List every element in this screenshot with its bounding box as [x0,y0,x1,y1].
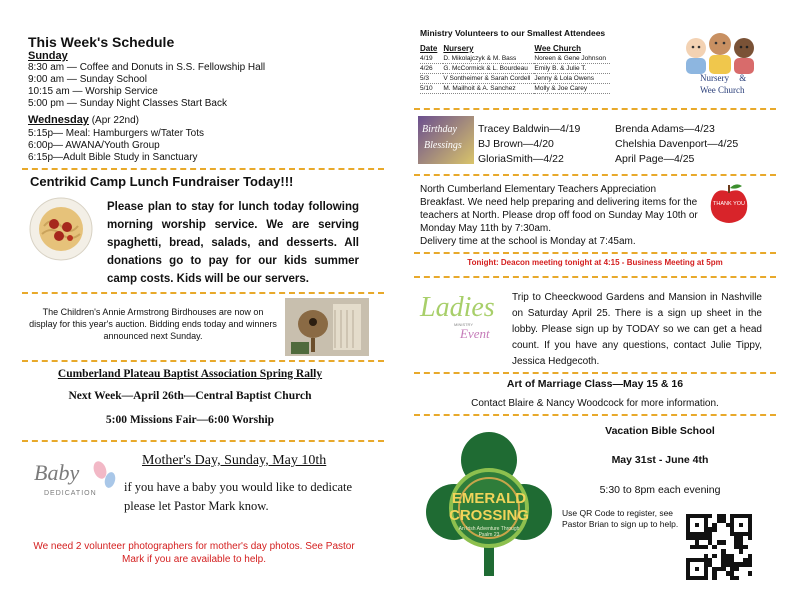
baby-dedication-logo [30,456,120,506]
nursery-caption-amp: & [739,73,747,83]
volunteers-row [420,74,610,84]
tonight-note: Tonight: Deacon meeting tonight at 4:15 - Business Meeting at 5pm [467,258,723,267]
divider [414,174,776,176]
volunteers-table [420,44,610,94]
vbs-logo-subtitle: An Irish Adventure Through Psalm 23 [458,526,520,538]
crossing-logo-word: CROSSING [448,507,529,524]
ladies-logo-word: Ladies [420,292,495,323]
volunteers-cell: V Sontheimer & Sarah Cordell [443,74,534,84]
divider [22,168,384,170]
sunday-label: Sunday [28,50,68,62]
birthday-entry: BJ Brown—4/20 [478,138,554,150]
volunteers-cell: M. Mailhoit & A. Sanchez [443,84,534,94]
volunteers-cell: 4/26 [420,64,443,74]
schedule-item: 5:00 pm — Sunday Night Classes Start Back [28,98,227,109]
divider [414,108,776,110]
schedule-item: 6:15p—Adult Bible Study in Sanctuary [28,152,198,163]
blessings-logo-word: Blessings [424,140,462,151]
schedule-item: 6:00p— AWANA/Youth Group [28,140,160,151]
divider [414,372,776,374]
schedule-item: 8:30 am — Coffee and Donuts in S.S. Fellowship Hall [28,62,266,73]
volunteers-cell: Emily B. & Julie T. [534,64,610,74]
wee-church-caption-word: Wee Church [700,85,745,95]
sunday-list [28,62,378,110]
emerald-logo-word: EMERALD [451,490,527,507]
birthday-entry: Chelshia Davenport—4/25 [615,138,739,150]
volunteers-cell: Noreen & Gene Johnson [534,54,610,64]
ladies-event-logo [420,292,502,344]
birthday-entry: Brenda Adams—4/23 [615,123,715,135]
volunteers-title: Ministry Volunteers to our Smallest Attendees [420,28,606,38]
birdhouses-text: The Children's Annie Armstrong Birdhouses are now on display for this year's auction. Bidding ends today and winners announced next Sunday. [29,307,277,341]
apple-text: THANK YOU [713,201,745,207]
schedule-item: 9:00 am — Sunday School [28,74,147,85]
teachers-delivery: Delivery time at the school is Monday at 7:45am. [420,236,636,247]
divider [22,360,384,362]
vbs-title: Vacation Bible School [605,425,715,437]
birthdays-left-list [478,122,580,167]
marriage-contact: Contact Blaire & Nancy Woodcock for more information. [471,398,719,409]
divider [414,276,776,278]
birthday-logo-word: Birthday [422,124,457,135]
apple-icon [708,182,750,224]
photographers-note: We need 2 volunteer photographers for mother's day photos. See Pastor Mark if you are available to help. [33,541,355,565]
birthdays-right-list [615,122,738,167]
rally-line2: Next Week—April 26th—Central Baptist Church [68,390,312,402]
teachers-text: North Cumberland Elementary Teachers Appreciation Breakfast. We need help preparing and delivering items for the teachers at North. Please drop off food on Sunday May 10th or Monday May 11th by 7:30am. [420,184,698,234]
spaghetti-image [28,196,94,262]
volunteers-cell: 4/19 [420,54,443,64]
emerald-crossing-logo [424,430,554,578]
schedule-title: This Week's Schedule [28,34,175,50]
volunteers-cell: 5/3 [420,74,443,84]
divider [414,252,776,254]
centrikid-body: Please plan to stay for lunch today following morning worship service. We are serving spaghetti, bread, salads, and desserts. All donations go to pay for our kids summer camp costs. Kids will be our servers. [107,201,359,285]
mothers-day-body: if you have a baby you would like to dedicate please let Pastor Mark know. [124,480,353,513]
mothers-day-title: Mother's Day, Sunday, May 10th [142,453,327,468]
vbs-dates: May 31st - June 4th [611,454,709,466]
divider [22,440,384,442]
volunteers-cell: Molly & Joe Carey [534,84,610,94]
birthday-entry: Tracey Baldwin—4/19 [478,123,581,135]
nursery-kids-image [682,26,758,76]
ladies-text: Trip to Cheeckwood Gardens and Mansion in Nashville on Saturday April 25. There is a sign up sheet in the lobby. Please sign up by TODAY so we can get a head count. If you have any questions, contact Julie Tippy, Jessica Hedgecoth. [512,292,762,367]
vbs-time: 5:30 to 8pm each evening [599,484,721,496]
vbs-qr-text: Use QR Code to register, see Pastor Brian to sign up to help. [562,508,679,529]
volunteers-cell: 5/10 [420,84,443,94]
dedication-logo-word: DEDICATION [44,490,97,497]
volunteers-column-header: Nursery [443,44,474,53]
divider [414,414,776,416]
birthday-entry: GloriaSmith—4/22 [478,153,564,165]
rally-line1: Cumberland Plateau Baptist Association Spring Rally [57,368,323,380]
rally-line3: 5:00 Missions Fair—6:00 Worship [105,414,275,426]
schedule-item: 5:15p— Meal: Hamburgers w/Tater Tots [28,128,205,139]
nursery-caption-word: Nursery [700,73,729,83]
birthday-blessings-logo [418,116,474,164]
volunteers-cell: G. McCormick & L. Bourdeau [443,64,534,74]
event-logo-word: Event [460,326,490,341]
volunteers-row [420,54,610,64]
volunteers-column-header: Date [420,44,438,53]
baby-logo-word: Baby [34,460,80,485]
volunteers-row [420,84,610,94]
volunteers-column-header: Wee Church [534,44,581,53]
birdhouse-image [285,298,369,356]
volunteers-cell: Jenny & Lola Owens [534,74,610,84]
volunteers-row [420,64,610,74]
schedule-section [28,34,378,164]
ministry-logo-word: MINISTRY [454,322,474,327]
birthday-entry: April Page—4/25 [615,153,695,165]
nursery-caption [690,72,770,96]
wednesday-date: (Apr 22nd) [88,115,139,126]
schedule-item: 10:15 am — Worship Service [28,86,158,97]
volunteers-table-header [420,44,610,54]
registration-qr-code[interactable] [686,514,752,580]
wednesday-list [28,128,378,164]
divider [22,292,384,294]
centrikid-title: Centrikid Camp Lunch Fundraiser Today!!! [30,174,294,189]
volunteers-cell: D. Mikolajczyk & M. Bass [443,54,534,64]
volunteers-table-body [420,54,610,94]
wednesday-label: Wednesday [28,114,89,126]
marriage-title: Art of Marriage Class—May 15 & 16 [506,378,684,390]
